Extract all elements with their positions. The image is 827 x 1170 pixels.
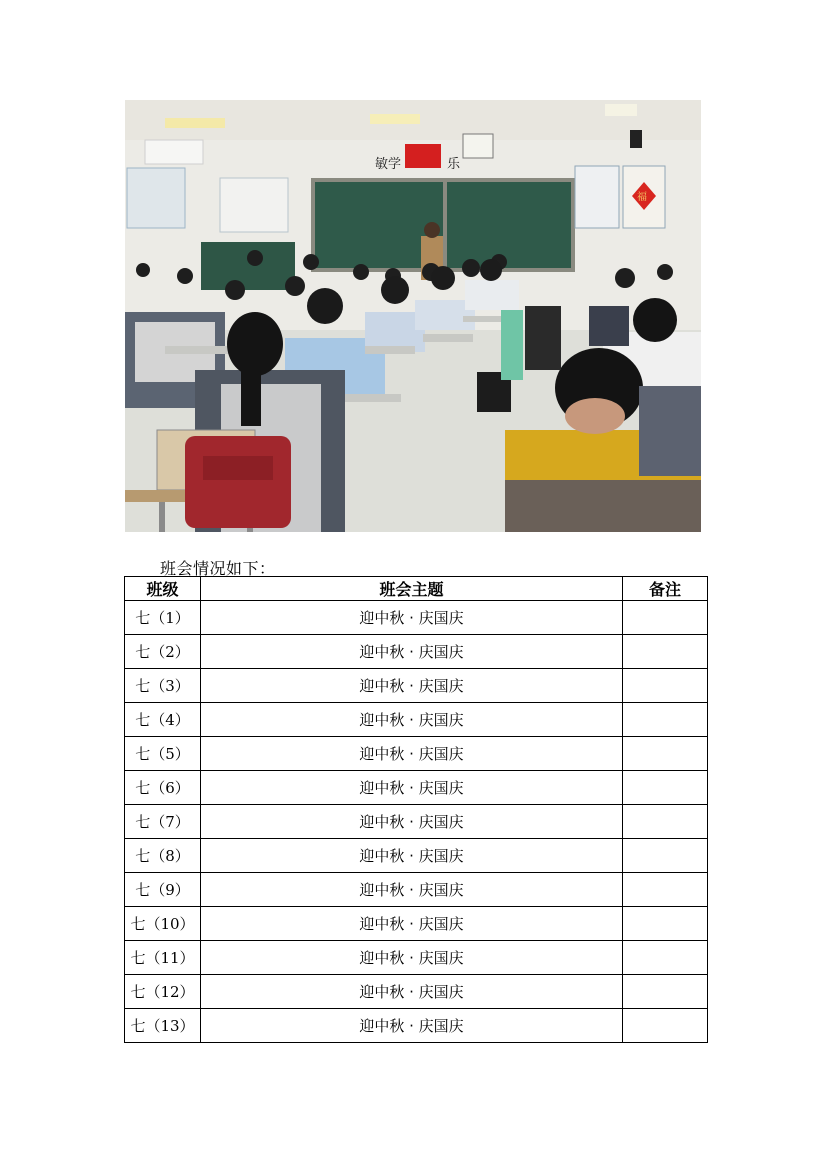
note-cell xyxy=(623,771,708,805)
table-row xyxy=(125,805,708,839)
table-row xyxy=(125,873,708,907)
header-class: 班级 xyxy=(125,577,201,601)
note-cell xyxy=(623,703,708,737)
class-cell: 七（5） xyxy=(125,737,201,771)
topic-cell: 迎中秋 · 庆国庆 xyxy=(201,941,623,975)
header-topic: 班会主题 xyxy=(201,577,623,601)
table-row xyxy=(125,703,708,737)
note-cell xyxy=(623,907,708,941)
note-cell xyxy=(623,601,708,635)
class-cell: 七（4） xyxy=(125,703,201,737)
note-cell xyxy=(623,839,708,873)
table-row xyxy=(125,1009,708,1043)
banner-text-right: 乐 xyxy=(447,157,461,172)
class-cell: 七（6） xyxy=(125,771,201,805)
class-cell: 七（9） xyxy=(125,873,201,907)
class-cell: 七（3） xyxy=(125,669,201,703)
table-row xyxy=(125,771,708,805)
class-cell: 七（12） xyxy=(125,975,201,1009)
class-cell: 七（8） xyxy=(125,839,201,873)
note-cell xyxy=(623,669,708,703)
note-cell xyxy=(623,1009,708,1043)
banner-text-left: 敏学 xyxy=(375,157,402,172)
topic-cell: 迎中秋 · 庆国庆 xyxy=(201,703,623,737)
note-cell xyxy=(623,635,708,669)
header-note: 备注 xyxy=(623,577,708,601)
class-cell: 七（2） xyxy=(125,635,201,669)
class-meeting-table xyxy=(124,576,708,1043)
class-cell: 七（7） xyxy=(125,805,201,839)
class-cell: 七（13） xyxy=(125,1009,201,1043)
topic-cell: 迎中秋 · 庆国庆 xyxy=(201,839,623,873)
classroom-photo xyxy=(125,100,701,532)
topic-cell: 迎中秋 · 庆国庆 xyxy=(201,907,623,941)
topic-cell: 迎中秋 · 庆国庆 xyxy=(201,975,623,1009)
table-header-row xyxy=(125,577,708,601)
topic-cell: 迎中秋 · 庆国庆 xyxy=(201,601,623,635)
note-cell xyxy=(623,805,708,839)
topic-cell: 迎中秋 · 庆国庆 xyxy=(201,1009,623,1043)
table-row xyxy=(125,941,708,975)
table-row xyxy=(125,635,708,669)
class-cell: 七（11） xyxy=(125,941,201,975)
table-row xyxy=(125,601,708,635)
topic-cell: 迎中秋 · 庆国庆 xyxy=(201,669,623,703)
note-cell xyxy=(623,737,708,771)
topic-cell: 迎中秋 · 庆国庆 xyxy=(201,805,623,839)
topic-cell: 迎中秋 · 庆国庆 xyxy=(201,635,623,669)
note-cell xyxy=(623,941,708,975)
table-intro-text: 班会情况如下： xyxy=(160,559,276,578)
topic-cell: 迎中秋 · 庆国庆 xyxy=(201,771,623,805)
topic-cell: 迎中秋 · 庆国庆 xyxy=(201,737,623,771)
table-row xyxy=(125,669,708,703)
table-row xyxy=(125,907,708,941)
note-cell xyxy=(623,873,708,907)
class-cell: 七（10） xyxy=(125,907,201,941)
fu-poster-text: 福 xyxy=(637,192,647,203)
table-row xyxy=(125,975,708,1009)
table-row xyxy=(125,839,708,873)
topic-cell: 迎中秋 · 庆国庆 xyxy=(201,873,623,907)
note-cell xyxy=(623,975,708,1009)
class-cell: 七（1） xyxy=(125,601,201,635)
table-row xyxy=(125,737,708,771)
